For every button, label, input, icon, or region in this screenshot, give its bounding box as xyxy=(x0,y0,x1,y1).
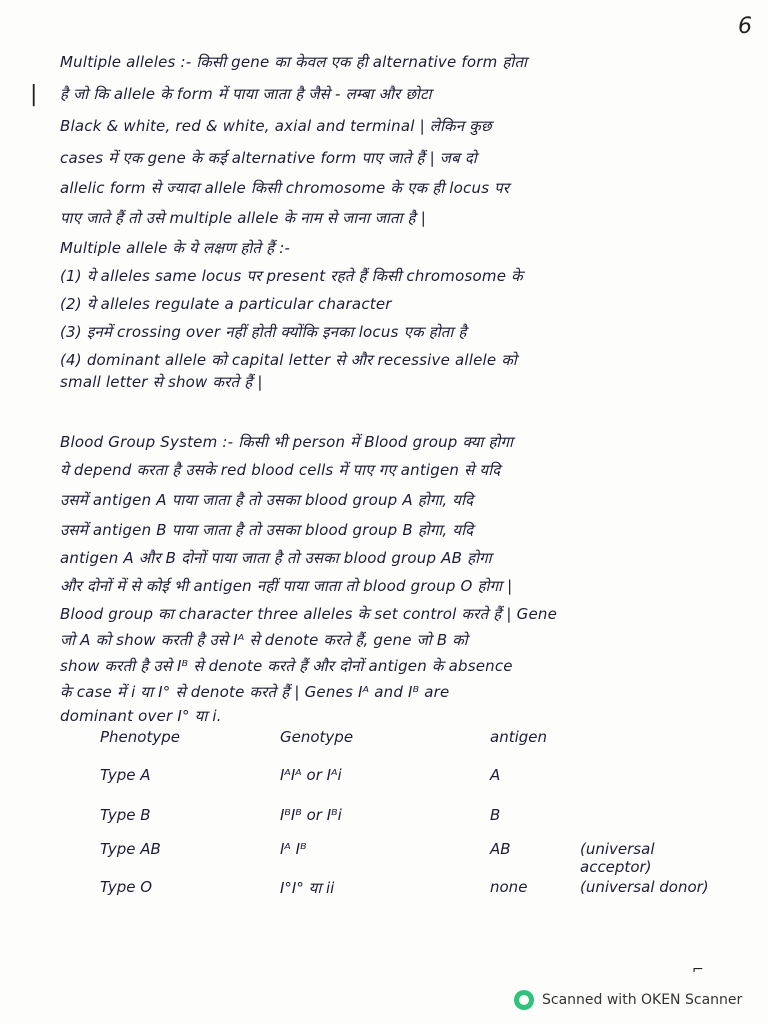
cell-genotype: IᴬIᴬ or Iᴬi xyxy=(280,766,342,784)
scanner-text: Scanned with OKEN Scanner xyxy=(542,992,743,1008)
blood-group-line-5: antigen A और B दोनों पाया जाता है तो उसका blood group AB होगा xyxy=(60,549,492,567)
header-phenotype: Phenotype xyxy=(100,728,180,746)
cell-genotype: Iᴬ Iᴮ xyxy=(280,840,307,858)
table-row xyxy=(100,878,720,918)
blood-group-line-9: show करती है उसे Iᴮ से denote करते हैं और दोनों antigen के absence xyxy=(60,657,513,675)
multiple-alleles-line-4: cases में एक gene के कई alternative form पाए जाते हैं | जब दो xyxy=(60,149,477,167)
blood-group-line-10: के case में i या I° से denote करते हैं | Genes Iᴬ and Iᴮ are xyxy=(60,683,450,701)
table-header-row xyxy=(100,728,720,768)
cell-genotype: I°I° या ii xyxy=(280,879,335,897)
cell-note: (universal donor) xyxy=(580,878,709,896)
pen-mark: ⌐ xyxy=(692,962,704,978)
list-item: (2) ये alleles regulate a particular character xyxy=(60,295,392,313)
header-antigen: antigen xyxy=(490,728,548,746)
oken-logo-icon xyxy=(514,990,534,1010)
list-item: small letter से show करते हैं | xyxy=(60,373,263,391)
cell-phenotype: Type B xyxy=(100,806,151,824)
blood-group-line-1: Blood Group System :- किसी भी person में Blood group क्या होगा xyxy=(60,433,514,451)
cell-antigen: none xyxy=(490,878,528,896)
blood-group-line-7: Blood group का character three alleles के set control करते हैं | Gene xyxy=(60,605,558,623)
cell-phenotype: Type AB xyxy=(100,840,161,858)
multiple-alleles-line-5: allelic form से ज्यादा allele किसी chromosome के एक ही locus पर xyxy=(60,179,510,197)
blood-group-line-4: उसमें antigen B पाया जाता है तो उसका blood group B होगा, यदि xyxy=(60,521,474,539)
cell-phenotype: Type O xyxy=(100,878,153,896)
scanner-watermark xyxy=(514,990,742,1010)
table-row xyxy=(100,766,720,806)
multiple-alleles-line-2: है जो कि allele के form में पाया जाता है जैसे - लम्बा और छोटा xyxy=(60,85,432,103)
margin-mark: | xyxy=(30,82,38,107)
list-item: (1) ये alleles same locus पर present रहते हैं किसी chromosome के xyxy=(60,267,523,285)
multiple-alleles-line-1: Multiple alleles :- किसी gene का केवल एक ही alternative form होता xyxy=(60,53,528,71)
list-item: (4) dominant allele को capital letter से और recessive allele को xyxy=(60,351,517,369)
header-genotype: Genotype xyxy=(280,728,354,746)
multiple-alleles-line-6: पाए जाते हैं तो उसे multiple allele के नाम से जाना जाता है | xyxy=(60,209,426,227)
multiple-alleles-line-7: Multiple allele के ये लक्षण होते हैं :- xyxy=(60,239,291,257)
multiple-alleles-line-3: Black & white, red & white, axial and terminal | लेकिन कुछ xyxy=(60,117,492,135)
blood-group-line-8: जो A को show करती है उसे Iᴬ से denote करते हैं, gene जो B को xyxy=(60,631,468,649)
page-number: 6 xyxy=(738,14,752,39)
cell-phenotype: Type A xyxy=(100,766,151,784)
list-item: (3) इनमें crossing over नहीं होती क्योंकि इनका locus एक होता है xyxy=(60,323,467,341)
cell-antigen: AB xyxy=(490,840,511,858)
blood-group-line-11: dominant over I° या i. xyxy=(60,707,222,725)
cell-antigen: A xyxy=(490,766,501,784)
cell-antigen: B xyxy=(490,806,501,824)
cell-genotype: IᴮIᴮ or Iᴮi xyxy=(280,806,342,824)
blood-group-line-3: उसमें antigen A पाया जाता है तो उसका blood group A होगा, यदि xyxy=(60,491,474,509)
blood-group-line-2: ये depend करता है उसके red blood cells में पाए गए antigen से यदि xyxy=(60,461,501,479)
cell-note: (universal acceptor) xyxy=(580,840,655,876)
blood-group-line-6: और दोनों में से कोई भी antigen नहीं पाया जाता तो blood group O होगा | xyxy=(60,577,513,595)
table-row xyxy=(100,840,720,880)
